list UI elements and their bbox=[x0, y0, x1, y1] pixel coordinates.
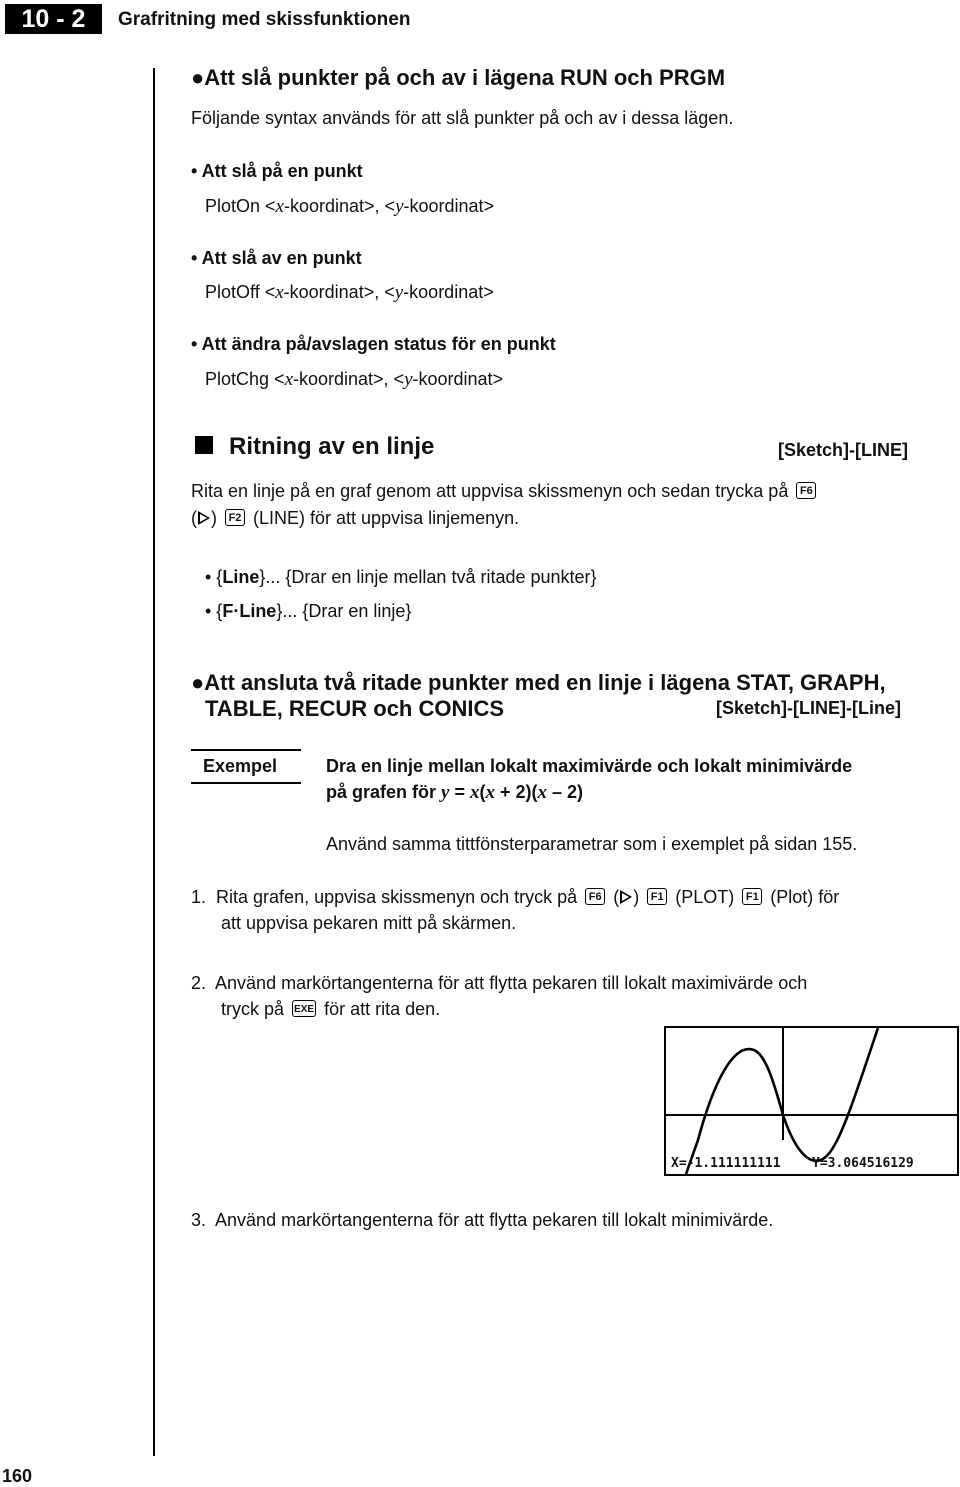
item-plot-off-title: • Att slå av en punkt bbox=[191, 248, 362, 268]
calculator-screen bbox=[664, 1026, 959, 1176]
heading-connect-points: ●Att ansluta två ritade punkter med en linje i lägena STAT, GRAPH, bbox=[191, 670, 886, 695]
section-number-box: 10 - 2 bbox=[5, 4, 102, 34]
bullet-icon: ● bbox=[191, 670, 205, 695]
draw-line-text-2: ( ) F2 (LINE) för att uppvisa linjemenyn. bbox=[191, 508, 520, 528]
example-title-2: på grafen för y = x(x + 2)(x – 2) bbox=[326, 782, 584, 803]
exe-key-icon: EXE bbox=[292, 1000, 316, 1017]
bullet-icon: ● bbox=[191, 65, 205, 90]
keypath-sketch-line-line: [Sketch]-[LINE]-[Line] bbox=[716, 698, 901, 718]
option-line: • {Line}... {Drar en linje mellan två ritade punkter} bbox=[205, 567, 597, 587]
right-arrow-icon bbox=[620, 890, 632, 904]
graph-plot bbox=[666, 1028, 957, 1174]
example-title-1: Dra en linje mellan lokalt maximivärde och lokalt minimivärde bbox=[326, 756, 853, 776]
heading-connect-points-2: TABLE, RECUR och CONICS bbox=[205, 696, 505, 721]
draw-line-text-1: Rita en linje på en graf genom att uppvisa skissmenyn och sedan trycka på F6 bbox=[191, 481, 819, 502]
f1-key-icon: F1 bbox=[742, 888, 762, 905]
heading-draw-line: Ritning av en linje bbox=[195, 433, 434, 461]
section-title: Grafritning med skissfunktionen bbox=[118, 9, 411, 30]
example-rule-top bbox=[191, 749, 301, 751]
x-readout: X=-1.111111111 bbox=[671, 1156, 781, 1171]
heading-plot-points: ●Att slå punkter på och av i lägena RUN och PRGM bbox=[191, 65, 726, 90]
step-1: 1. Rita grafen, uppvisa skissmenyn och tryck på F6 ( ) F1 (PLOT) F1 (Plot) för bbox=[191, 887, 840, 907]
margin-rule bbox=[153, 68, 155, 1456]
item-plot-off-syntax: PlotOff <x-koordinat>, <y-koordinat> bbox=[205, 282, 494, 303]
f2-key-icon: F2 bbox=[225, 509, 245, 526]
item-plot-on-title: • Att slå på en punkt bbox=[191, 161, 363, 181]
item-plot-on-syntax: PlotOn <x-koordinat>, <y-koordinat> bbox=[205, 196, 495, 217]
item-plot-chg-title: • Att ändra på/avslagen status för en punkt bbox=[191, 334, 556, 354]
step-1-line-2: att uppvisa pekaren mitt på skärmen. bbox=[221, 913, 517, 933]
step-3: 3. Använd markörtangenterna för att flytta pekaren till lokalt minimivärde. bbox=[191, 1210, 774, 1230]
example-rule-bottom bbox=[191, 782, 301, 784]
keypath-sketch-line: [Sketch]-[LINE] bbox=[778, 440, 908, 460]
y-readout: Y=3.064516129 bbox=[812, 1156, 914, 1171]
page-number: 160 bbox=[2, 1466, 33, 1486]
f1-key-icon: F1 bbox=[647, 888, 667, 905]
example-label: Exempel bbox=[203, 756, 278, 776]
right-arrow-icon bbox=[198, 511, 210, 525]
f6-key-icon: F6 bbox=[585, 888, 605, 905]
example-note: Använd samma tittfönsterparametrar som i exemplet på sidan 155. bbox=[326, 834, 858, 854]
item-plot-chg-syntax: PlotChg <x-koordinat>, <y-koordinat> bbox=[205, 369, 504, 390]
intro-text: Följande syntax används för att slå punkter på och av i dessa lägen. bbox=[191, 108, 734, 128]
square-bullet-icon bbox=[195, 436, 213, 454]
step-2-line-2: tryck på EXE för att rita den. bbox=[221, 999, 441, 1019]
option-f-line: • {F·Line}... {Drar en linje} bbox=[205, 601, 412, 621]
step-2: 2. Använd markörtangenterna för att flytta pekaren till lokalt maximivärde och bbox=[191, 973, 808, 993]
f6-key-icon: F6 bbox=[796, 482, 816, 499]
